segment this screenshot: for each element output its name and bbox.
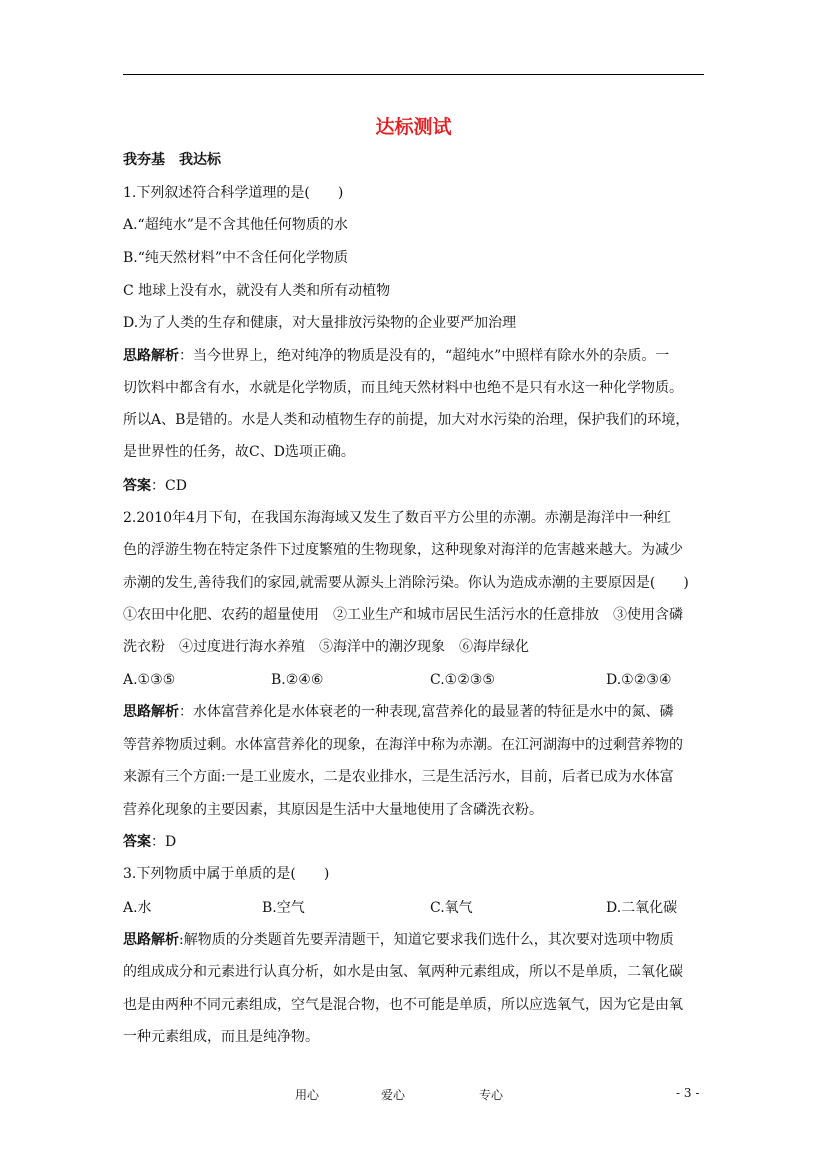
q3-analysis-line: 思路解析:解物质的分类题首先要弄清题干，知道它要求我们选什么，其次要对选项中物质 <box>123 932 674 948</box>
answer-label: 答案 <box>123 834 151 850</box>
q1-analysis-line: 思路解析：当今世界上，绝对纯净的物质是没有的，“超纯水”中照样有除水外的杂质。一 <box>123 348 670 364</box>
q3-stem: 3.下列物质中属于单质的是( ) <box>123 866 330 882</box>
q3-option-c: C.氧气 <box>430 900 473 916</box>
footer-right: 专心 <box>479 1088 504 1102</box>
q3-analysis-line: 也是由两种不同元素组成，空气是混合物，也不可能是单质，所以应选氧气，因为它是由氧 <box>123 997 683 1013</box>
q1-option-c: C 地球上没有水，就没有人类和所有动植物 <box>123 283 391 299</box>
q2-stem-line: 色的浮游生物在特定条件下过度繁殖的生物现象，这种现象对海洋的危害越来越大。为减少 <box>123 542 683 558</box>
analysis-label: 思路解析 <box>123 932 179 948</box>
q2-option-c: C.①②③⑤ <box>430 672 495 688</box>
q2-analysis-line: 营养化现象的主要因素，其原因是生活中大量地使用了含磷洗衣粉。 <box>123 802 543 818</box>
q2-option-b: B.②④⑥ <box>271 672 324 688</box>
q3-analysis-line: 的组成成分和元素进行认真分析，如水是由氢、氧两种元素组成，所以不是单质，二氧化碳 <box>123 964 683 980</box>
analysis-label: 思路解析 <box>123 704 179 720</box>
page-title: 达标测试 <box>375 116 452 138</box>
q1-stem: 1.下列叙述符合科学道理的是( ) <box>123 185 344 201</box>
q3-analysis-line: 一种元素组成，而且是纯净物。 <box>123 1029 319 1045</box>
q2-option-d: D.①②③④ <box>606 672 672 688</box>
header-rule <box>123 74 704 75</box>
q2-answer: 答案：D <box>123 834 177 850</box>
q3-option-a: A.水 <box>123 900 152 916</box>
q2-analysis-line: 思路解析：水体富营养化是水体衰老的一种表现,富营养化的最显著的特征是水中的氮、磷 <box>123 704 674 720</box>
q1-answer: 答案：CD <box>123 478 187 494</box>
q1-analysis-line: 是世界性的任务，故C、D选项正确。 <box>123 444 355 460</box>
q3-option-b: B.空气 <box>262 900 305 916</box>
q2-stem-line: 赤潮的发生,善待我们的家园,就需要从源头上消除污染。你认为造成赤潮的主要原因是( ) <box>123 575 689 591</box>
q3-option-d: D.二氧化碳 <box>606 900 678 916</box>
q2-analysis-line: 等营养物质过剩。水体富营养化的现象，在海洋中称为赤潮。在江河湖海中的过剩营养物的 <box>123 737 683 753</box>
analysis-label: 思路解析 <box>123 348 179 364</box>
q2-analysis-line: 来源有三个方面:一是工业废水，二是农业排水，三是生活污水，目前，后者已成为水体富 <box>123 769 674 785</box>
q1-analysis-line: 所以A、B是错的。水是人类和动植物生存的前提，加大对水污染的治理，保护我们的环境， <box>123 412 690 428</box>
q1-option-d: D.为了人类的生存和健康，对大量排放污染物的企业要严加治理 <box>123 315 517 331</box>
q1-analysis-line: 切饮料中都含有水，水就是化学物质，而且纯天然材料中也绝不是只有水这一种化学物质。 <box>123 380 683 396</box>
footer-middle: 爱心 <box>381 1088 406 1102</box>
page-number: - 3 - <box>676 1086 700 1100</box>
q2-stem-line: 洗衣粉 ④过度进行海水养殖 ⑤海洋中的潮汐现象 ⑥海岸绿化 <box>123 639 529 655</box>
q2-option-a: A.①③⑤ <box>123 672 176 688</box>
answer-label: 答案 <box>123 478 151 494</box>
q1-option-b: B.“纯天然材料”中不含任何化学物质 <box>123 250 349 266</box>
q2-stem-line: 2.2010年4月下旬，在我国东海海域又发生了数百平方公里的赤潮。赤潮是海洋中一种红 <box>123 510 671 526</box>
q2-stem-line: ①农田中化肥、农药的超量使用 ②工业生产和城市居民生活污水的任意排放 ③使用含磷 <box>123 607 683 623</box>
q1-option-a: A.“超纯水”是不含其他任何物质的水 <box>123 217 348 233</box>
footer-left: 用心 <box>295 1088 320 1102</box>
section-heading: 我夯基 我达标 <box>123 152 221 168</box>
